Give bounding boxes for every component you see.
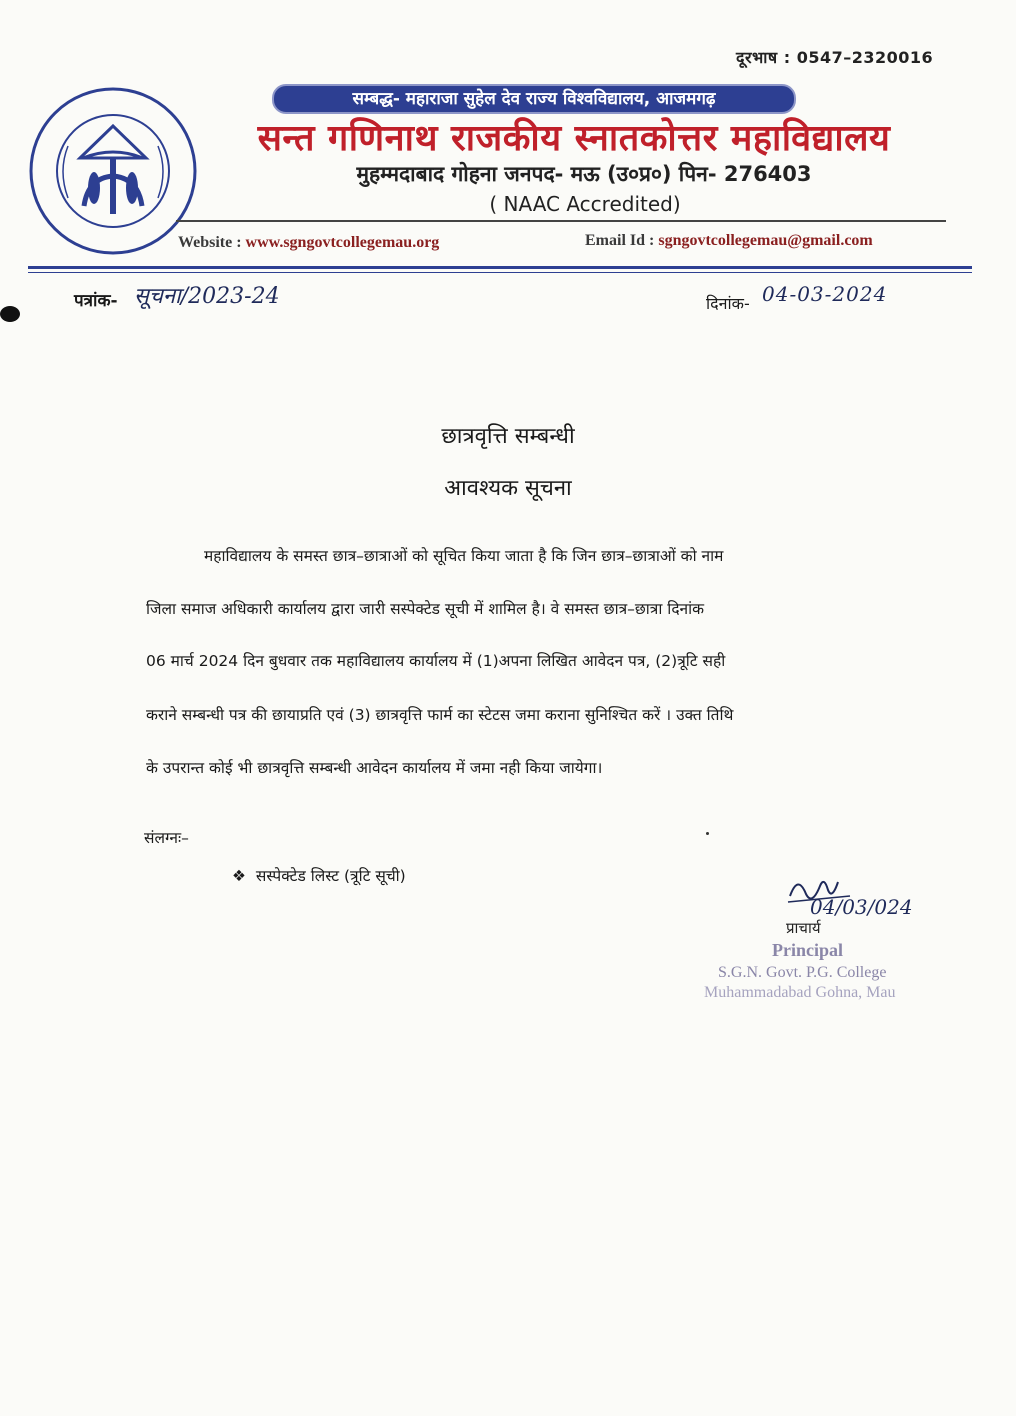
letterhead-rule bbox=[28, 266, 972, 269]
enclosure-item-text: सस्पेक्टेड लिस्ट (त्रूटि सूची) bbox=[255, 867, 406, 885]
enclosure-item bbox=[232, 864, 406, 886]
date-value: 04-03-2024 bbox=[762, 282, 888, 306]
designation-hindi: प्राचार्य bbox=[786, 919, 821, 937]
header-divider bbox=[176, 220, 946, 222]
stamp-title: Principal bbox=[772, 940, 843, 960]
body-line-4: कराने सम्बन्धी पत्र की छायाप्रति एवं (3) छात्रवृत्ति फार्म का स्टेटस जमा कराना सुनिश्चित करें । उक्त तिथि bbox=[146, 706, 734, 724]
principal-signature bbox=[780, 866, 940, 926]
naac-accreditation: ( NAAC Accredited) bbox=[489, 192, 681, 216]
college-address: मुहम्मदाबाद गोहना जनपद- मऊ (उ०प्र०) पिन- 276403 bbox=[356, 162, 812, 186]
stamp-location: Muhammadabad Gohna, Mau bbox=[704, 984, 896, 1001]
body-line-1: महाविद्यालय के समस्त छात्र–छात्राओं को सूचित किया जाता है कि जिन छात्र–छात्राओं को नाम bbox=[204, 547, 724, 565]
email-link[interactable]: sgngovtcollegemau@gmail.com bbox=[658, 232, 873, 249]
body-line-5: के उपरान्त कोई भी छात्रवृत्ति सम्बन्धी आवेदन कार्यालय में जमा नही किया जायेगा। bbox=[146, 759, 603, 777]
reference-label: पत्रांक- bbox=[74, 291, 118, 311]
website-line bbox=[178, 234, 439, 252]
letterhead-rule-thin bbox=[28, 272, 972, 273]
website-link[interactable]: www.sgngovtcollegemau.org bbox=[245, 234, 440, 251]
affiliation-banner: सम्बद्ध- महाराजा सुहेल देव राज्य विश्वविद्यालय, आजमगढ़ bbox=[272, 84, 796, 114]
date-label: दिनांक- bbox=[706, 294, 750, 313]
body-line-2: जिला समाज अधिकारी कार्यालय द्वारा जारी सस्पेक्टेड सूची में शामिल है। वे समस्त छात्र–छात्रा दिनांक bbox=[146, 600, 705, 618]
email-label: Email Id : bbox=[585, 232, 659, 249]
college-seal-logo bbox=[28, 86, 198, 256]
stray-dot bbox=[706, 832, 709, 835]
enclosure-label: संलग्नः– bbox=[144, 829, 189, 847]
notice-title: छात्रवृत्ति सम्बन्धी bbox=[441, 424, 575, 449]
body-line-3: 06 मार्च 2024 दिन बुधवार तक महाविद्यालय कार्यालय में (1)अपना लिखित आवेदन पत्र, (2)त्रूटि सही bbox=[146, 652, 726, 670]
college-name: सन्त गणिनाथ राजकीय स्नातकोत्तर महाविद्यालय bbox=[257, 118, 891, 159]
notice-subtitle: आवश्यक सूचना bbox=[444, 476, 572, 501]
signature-date: 04/03/024 bbox=[810, 895, 913, 919]
email-line bbox=[585, 232, 873, 250]
stamp-college: S.G.N. Govt. P.G. College bbox=[718, 964, 887, 981]
phone-number: दूरभाष : 0547–2320016 bbox=[736, 48, 934, 67]
diamond-bullet-icon: ❖ bbox=[232, 867, 246, 885]
website-label: Website : bbox=[178, 234, 246, 251]
ink-blot bbox=[0, 306, 20, 322]
reference-number: सूचना/2023-24 bbox=[134, 284, 280, 309]
